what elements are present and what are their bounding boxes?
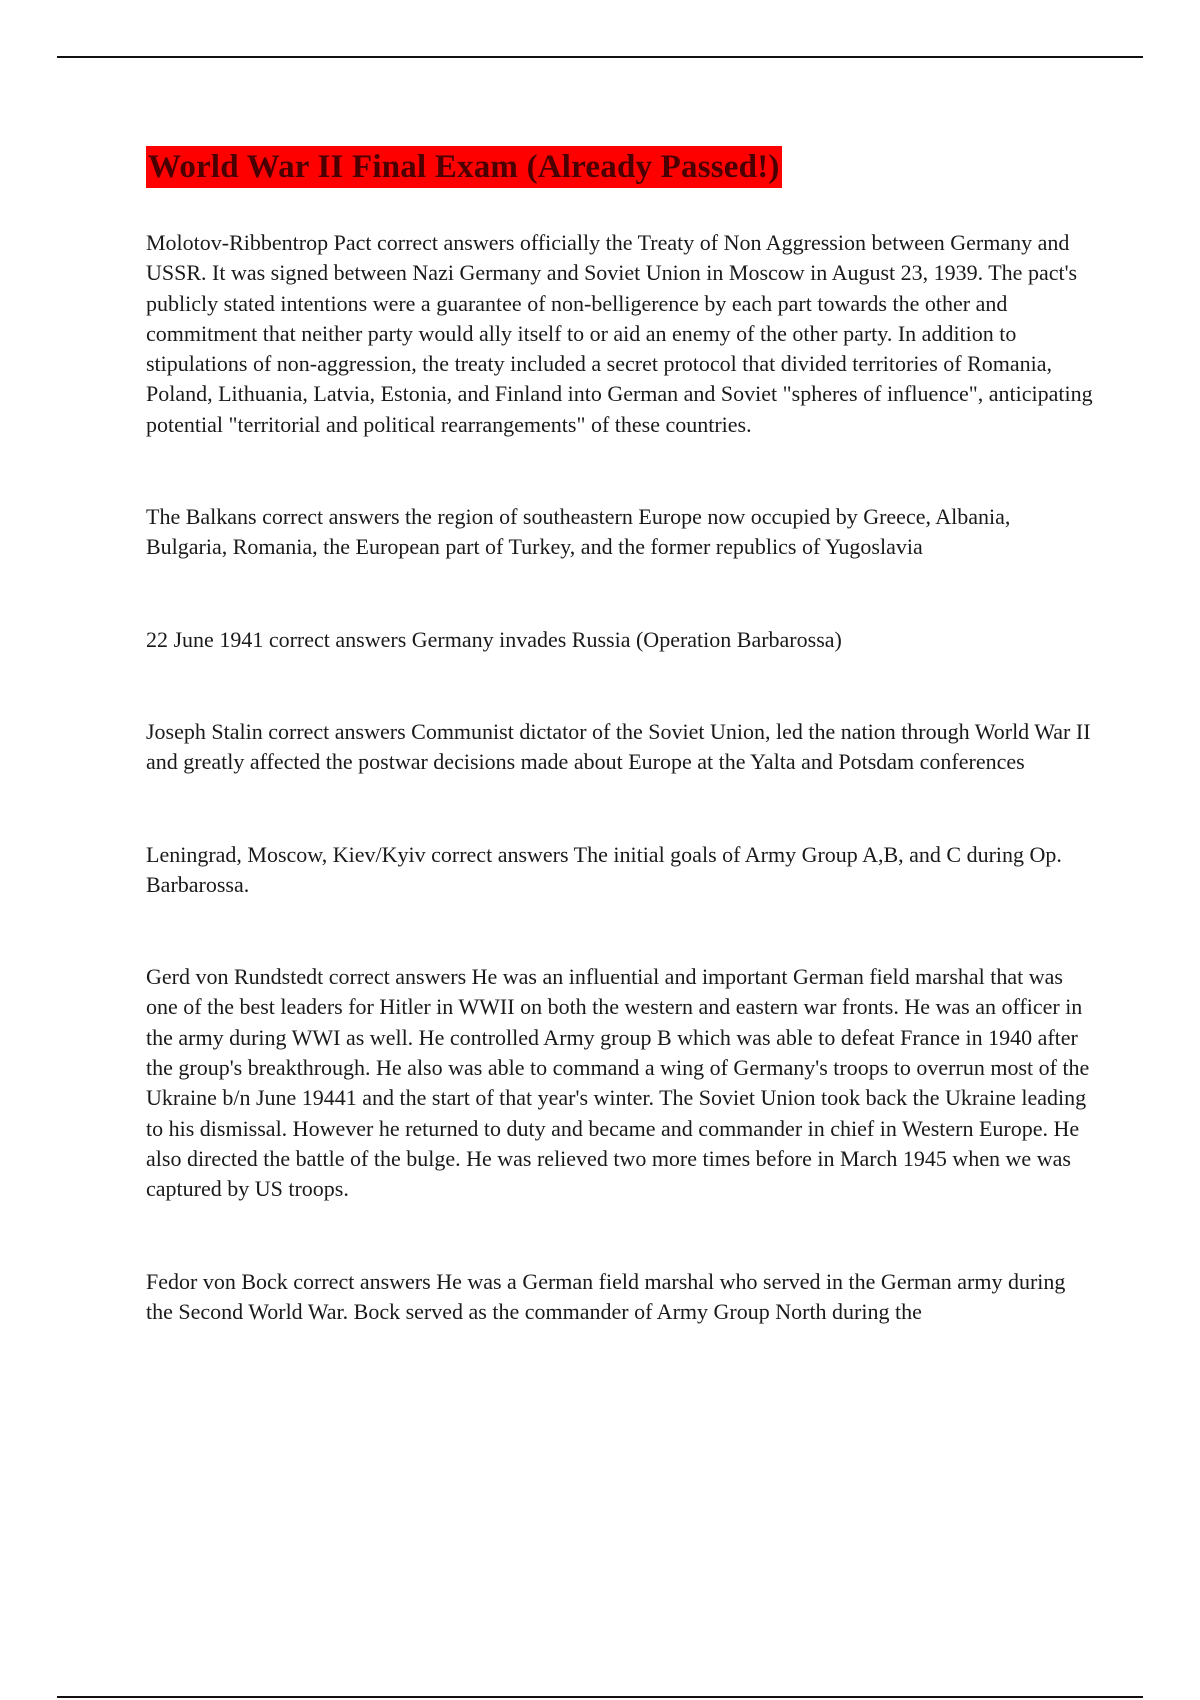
top-rule xyxy=(57,56,1143,58)
document-body xyxy=(146,146,1096,1389)
entry-joseph-stalin: Joseph Stalin correct answers Communist dictator of the Soviet Union, led the nation through World War II and greatly affected the postwar decisions made about Europe at the Yalta and Potsdam conferences xyxy=(146,718,1091,775)
entry-22-june-1941: 22 June 1941 correct answers Germany invades Russia (Operation Barbarossa) xyxy=(146,626,842,652)
entry-molotov-ribbentrop: Molotov-Ribbentrop Pact correct answers officially the Treaty of Non Aggression between Germany and USSR. It was signed between Nazi Germany and Soviet Union in Moscow in August 23, 1939. The pact's publicly stated intentions were a guarantee of non-belligerence by each part towards the other and commitment that neither party would ally itself to or aid an enemy of the other party. In addition to stipulations of non-aggression, the treaty included a secret protocol that divided territories of Romania, Poland, Lithuania, Latvia, Estonia, and Finland into German and Soviet "spheres of influence", anticipating potential "territorial and political rearrangements" of these countries. xyxy=(146,230,1093,437)
entry-leningrad-moscow-kiev: Leningrad, Moscow, Kiev/Kyiv correct answers The initial goals of Army Group A,B, and C during Op. Barbarossa. xyxy=(146,841,1062,897)
bottom-rule xyxy=(57,1696,1143,1698)
document-title: World War II Final Exam (Already Passed!) xyxy=(146,146,782,188)
entry-balkans: The Balkans correct answers the region of southeastern Europe now occupied by Greece, Albania, Bulgaria, Romania, the European part of Turkey, and the former republics of Yugoslavia xyxy=(146,504,1011,560)
entry-gerd-von-rundstedt: Gerd von Rundstedt correct answers He was an influential and important German field marshal that was one of the best leaders for Hitler in WWII on both the western and eastern war fronts. He was an officer in the army during WWI as well. He controlled Army group B which was able to defeat France in 1940 after the group's breakthrough. He also was able to command a wing of Germany's troops to overrun most of the Ukraine b/n June 19441 and the start of that year's winter. The Soviet Union took back the Ukraine leading to his dismissal. However he returned to duty and became and commander in chief in Western Europe. He also directed the battle of the bulge. He was relieved two more times before in March 1945 when we was captured by US troops. xyxy=(146,964,1090,1202)
title-block xyxy=(146,146,1096,188)
entry-fedor-von-bock: Fedor von Bock correct answers He was a German field marshal who served in the German army during the Second World War. Bock served as the commander of Army Group North during the xyxy=(146,1268,1066,1324)
